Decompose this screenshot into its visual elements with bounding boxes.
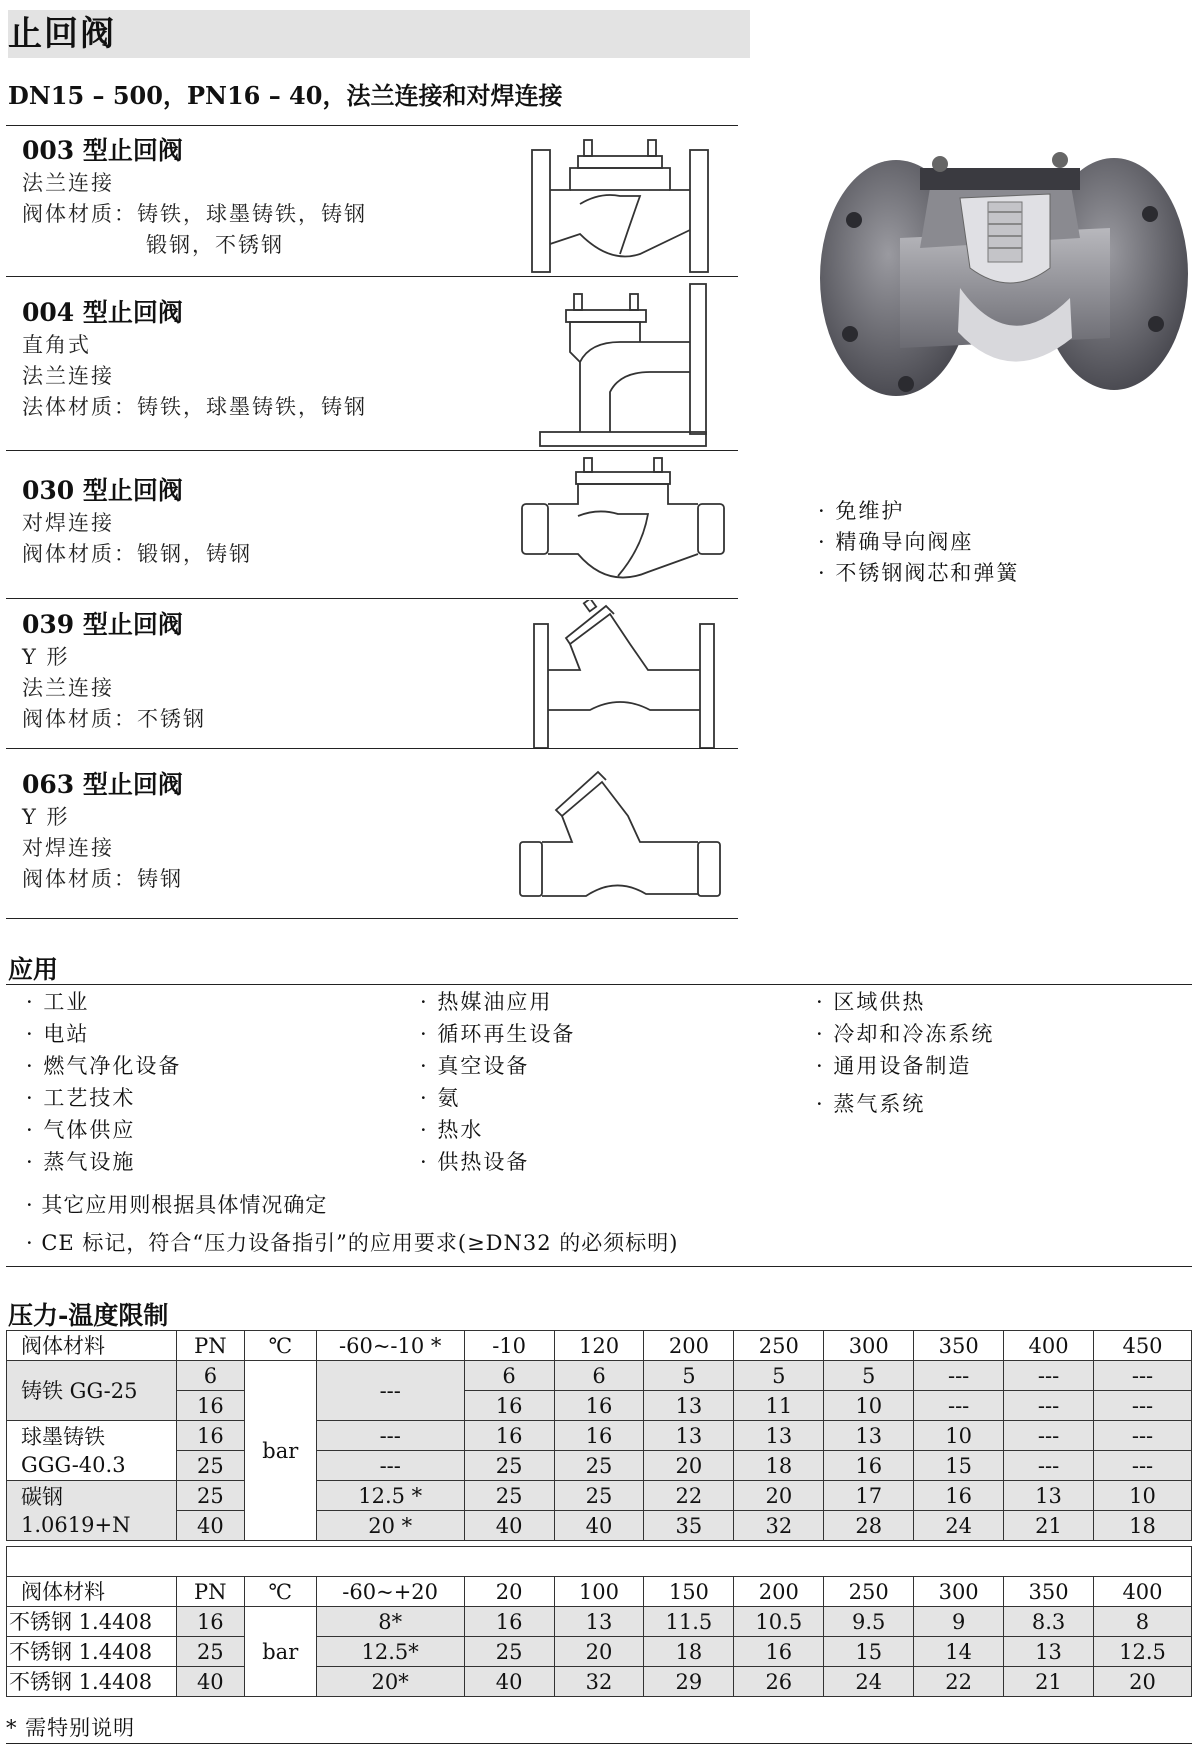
value-cell: 9 [914,1607,1004,1637]
application-item: · 燃气净化设备 [26,1054,182,1078]
value-cell: --- [914,1361,1004,1391]
unit-cell: bar [244,1607,316,1697]
model-spec: 对焊连接 [22,511,114,535]
model-030 [22,474,502,570]
pt-table-2 [6,1576,1192,1697]
value-cell: 18 [644,1637,734,1667]
value-cell: 16 [464,1607,554,1637]
pn-cell: 40 [176,1667,244,1697]
application-item: · 热媒油应用 [420,990,553,1014]
value-cell: 16 [554,1421,644,1451]
value-cell: --- [1004,1391,1094,1421]
model-spec: 直角式 [22,333,91,357]
value-cell: 40 [464,1511,554,1541]
header-cell: 300 [824,1331,914,1361]
value-cell: 40 [464,1667,554,1697]
header-cell: 350 [1004,1577,1094,1607]
pn-cell: 16 [176,1421,244,1451]
header-cell: 阀体材料 [7,1577,177,1607]
value-cell: --- [1004,1361,1094,1391]
model-title: 039 型止回阀 [22,610,183,639]
application-item: · 真空设备 [420,1054,530,1078]
value-cell: 24 [824,1667,914,1697]
value-cell: 5 [644,1361,734,1391]
application-item: · 通用设备制造 [816,1054,972,1078]
header-cell: 20 [464,1577,554,1607]
value-cell: 5 [824,1361,914,1391]
header-cell: 120 [554,1331,644,1361]
value-cell: 16 [554,1391,644,1421]
divider [6,276,738,277]
material-cell: 不锈钢 1.4408 [7,1667,177,1697]
header-cell: 300 [914,1577,1004,1607]
header-cell: -10 [464,1331,554,1361]
divider [6,125,738,126]
value-cell: 35 [644,1511,734,1541]
value-cell: 9.5 [824,1607,914,1637]
feature-item: · 不锈钢阀芯和弹簧 [818,561,1020,585]
valve-030-drawing [518,454,728,594]
header-cell: 150 [644,1577,734,1607]
value-cell: 25 [464,1481,554,1511]
table-row [7,1361,1192,1391]
value-cell: --- [1094,1421,1192,1451]
value-cell: --- [1004,1421,1094,1451]
application-item: · 循环再生设备 [420,1022,576,1046]
pn-cell: 40 [176,1511,244,1541]
value-cell: 8 [1093,1607,1191,1637]
page-subtitle: DN15 – 500，PN16 – 40，法兰连接和对焊连接 [8,81,563,110]
model-039 [22,608,502,735]
value-cell: 20 [644,1451,734,1481]
header-cell: 100 [554,1577,644,1607]
value-cell: 12.5 [1093,1637,1191,1667]
page-title: 止回阀 [8,14,116,54]
value-cell: 21 [1004,1667,1094,1697]
model-spec: 法兰连接 [22,676,114,700]
applications-title: 应用 [8,955,59,984]
low-temp-cell: --- [316,1451,464,1481]
pn-cell: 25 [176,1481,244,1511]
model-title: 063 型止回阀 [22,770,183,799]
low-temp-cell: 12.5* [316,1637,464,1667]
divider [6,748,738,749]
header-cell: 250 [734,1331,824,1361]
divider [6,598,738,599]
feature-item: · 精确导向阀座 [818,530,974,554]
model-063 [22,768,502,895]
value-cell: 21 [1004,1511,1094,1541]
value-cell: 32 [554,1667,644,1697]
value-cell: 11 [734,1391,824,1421]
model-spec: 阀体材质：铸铁，球墨铸铁，铸钢 [22,202,367,226]
divider [6,918,738,919]
application-item: · 蒸气设施 [26,1150,136,1174]
check-valve-cutaway-photo [810,128,1190,428]
valve-063-drawing [516,766,726,902]
value-cell: 10 [914,1421,1004,1451]
header-cell: 400 [1093,1577,1191,1607]
valve-004-drawing [530,282,720,448]
note-item: · CE 标记，符合“压力设备指引”的应用要求(≥DN32 的必须标明) [26,1231,679,1255]
application-item: · 蒸气系统 [816,1092,926,1116]
value-cell: 8.3 [1004,1607,1094,1637]
value-cell: 16 [464,1421,554,1451]
value-cell: 16 [914,1481,1004,1511]
header-cell: 200 [644,1331,734,1361]
value-cell: 29 [644,1667,734,1697]
pn-cell: 6 [176,1361,244,1391]
application-item: · 工艺技术 [26,1086,136,1110]
header-cell: PN [176,1577,244,1607]
title-bar [8,10,750,58]
table-row [7,1607,1192,1637]
value-cell: 32 [734,1511,824,1541]
low-temp-cell: 20* [316,1667,464,1697]
table-header-row [7,1331,1192,1361]
model-spec: 法兰连接 [22,364,114,388]
table-row [7,1421,1192,1451]
value-cell: 11.5 [644,1607,734,1637]
application-item: · 电站 [26,1022,90,1046]
value-cell: 28 [824,1511,914,1541]
model-004 [22,296,502,423]
material-cell [7,1481,177,1541]
model-spec: 阀体材质：锻钢，铸钢 [22,542,252,566]
material-name: 铸铁 GG-25 [21,1378,138,1403]
feature-list [818,496,1019,589]
value-cell: 5 [734,1361,824,1391]
material-cell [7,1361,177,1421]
model-spec: 阀体材质：不锈钢 [22,707,206,731]
value-cell: 10 [1094,1481,1192,1511]
model-spec: Y 形 [22,805,70,829]
model-title: 030 型止回阀 [22,476,183,505]
applications-col-1 [26,986,181,1178]
value-cell: 20 [734,1481,824,1511]
value-cell: 18 [734,1451,824,1481]
value-cell: 18 [1094,1511,1192,1541]
header-cell: 350 [914,1331,1004,1361]
header-cell: ℃ [244,1577,316,1607]
table-row [7,1481,1192,1511]
value-cell: 6 [464,1361,554,1391]
applications-col-3 [816,986,994,1120]
table-row [7,1637,1192,1667]
application-item: · 区域供热 [816,990,926,1014]
value-cell: 26 [734,1667,824,1697]
value-cell: 25 [464,1451,554,1481]
value-cell: --- [1004,1451,1094,1481]
model-spec: 法体材质：铸铁，球墨铸铁，铸钢 [22,395,367,419]
material-cell: 不锈钢 1.4408 [7,1607,177,1637]
application-item: · 热水 [420,1118,484,1142]
application-item: · 氨 [420,1086,461,1110]
value-cell: 24 [914,1511,1004,1541]
application-item: · 气体供应 [26,1118,136,1142]
header-cell: -60~+20 [316,1577,464,1607]
table-spacer [6,1546,1192,1576]
value-cell: 13 [644,1421,734,1451]
low-temp-cell: 20 * [316,1511,464,1541]
model-spec: Y 形 [22,645,70,669]
model-title: 004 型止回阀 [22,298,183,327]
low-temp-cell: 12.5 * [316,1481,464,1511]
application-notes [26,1186,678,1262]
value-cell: 22 [644,1481,734,1511]
material-cell: 不锈钢 1.4408 [7,1637,177,1667]
model-003 [22,134,502,261]
header-cell: ℃ [244,1331,316,1361]
material-name: 碳钢 [21,1484,63,1509]
value-cell: 25 [464,1637,554,1667]
divider [6,984,1192,985]
application-item: · 冷却和冷冻系统 [816,1022,995,1046]
value-cell: --- [1094,1361,1192,1391]
value-cell: 22 [914,1667,1004,1697]
material-grade: GGG-40.3 [21,1452,126,1477]
table-row [7,1391,1192,1421]
table-row [7,1451,1192,1481]
header-cell: 200 [734,1577,824,1607]
value-cell: 6 [554,1361,644,1391]
valve-039-drawing [530,600,720,750]
value-cell: 25 [554,1451,644,1481]
table-header-row [7,1577,1192,1607]
value-cell: --- [1094,1391,1192,1421]
value-cell: 14 [914,1637,1004,1667]
value-cell: 13 [734,1421,824,1451]
pt-table-1 [6,1330,1192,1541]
model-spec: 对焊连接 [22,836,114,860]
applications-col-2 [420,986,575,1178]
model-spec: 锻钢，不锈钢 [146,233,284,257]
value-cell: 13 [554,1607,644,1637]
header-cell: 阀体材料 [7,1331,177,1361]
divider [6,1743,1192,1744]
value-cell: 13 [1004,1481,1094,1511]
low-temp-cell: 8* [316,1607,464,1637]
value-cell: 25 [554,1481,644,1511]
value-cell: 16 [734,1637,824,1667]
model-spec: 阀体材质：铸钢 [22,867,183,891]
application-item: · 工业 [26,990,90,1014]
model-title: 003 型止回阀 [22,136,183,165]
header-cell: PN [176,1331,244,1361]
material-cell [7,1421,177,1481]
low-temp-cell: --- [316,1421,464,1451]
low-temp-cell: --- [316,1361,464,1421]
pn-cell: 16 [176,1607,244,1637]
value-cell: 16 [464,1391,554,1421]
material-grade: 1.0619+N [21,1512,131,1537]
pn-cell: 25 [176,1637,244,1667]
divider [6,1266,1192,1267]
application-item: · 供热设备 [420,1150,530,1174]
note-item: · 其它应用则根据具体情况确定 [26,1193,328,1217]
footnote: * 需特别说明 [6,1716,136,1740]
feature-item: · 免维护 [818,499,905,523]
table-row [7,1667,1192,1697]
value-cell: 13 [1004,1637,1094,1667]
value-cell: 15 [914,1451,1004,1481]
divider [6,450,738,451]
value-cell: 13 [644,1391,734,1421]
table-row [7,1511,1192,1541]
value-cell: 15 [824,1637,914,1667]
value-cell: 16 [824,1451,914,1481]
value-cell: 40 [554,1511,644,1541]
value-cell: 13 [824,1421,914,1451]
valve-003-drawing [520,134,720,274]
header-cell: 250 [824,1577,914,1607]
material-name: 球墨铸铁 [21,1424,105,1449]
unit-cell: bar [244,1361,316,1541]
value-cell: --- [1094,1451,1192,1481]
value-cell: 10 [824,1391,914,1421]
model-spec: 法兰连接 [22,171,114,195]
header-cell: 400 [1004,1331,1094,1361]
value-cell: 20 [1093,1667,1191,1697]
value-cell: 10.5 [734,1607,824,1637]
pn-cell: 16 [176,1391,244,1421]
pn-cell: 25 [176,1451,244,1481]
header-cell: -60~-10 * [316,1331,464,1361]
header-cell: 450 [1094,1331,1192,1361]
value-cell: 20 [554,1637,644,1667]
value-cell: 17 [824,1481,914,1511]
value-cell: --- [914,1391,1004,1421]
pt-title: 压力-温度限制 [8,1301,169,1330]
